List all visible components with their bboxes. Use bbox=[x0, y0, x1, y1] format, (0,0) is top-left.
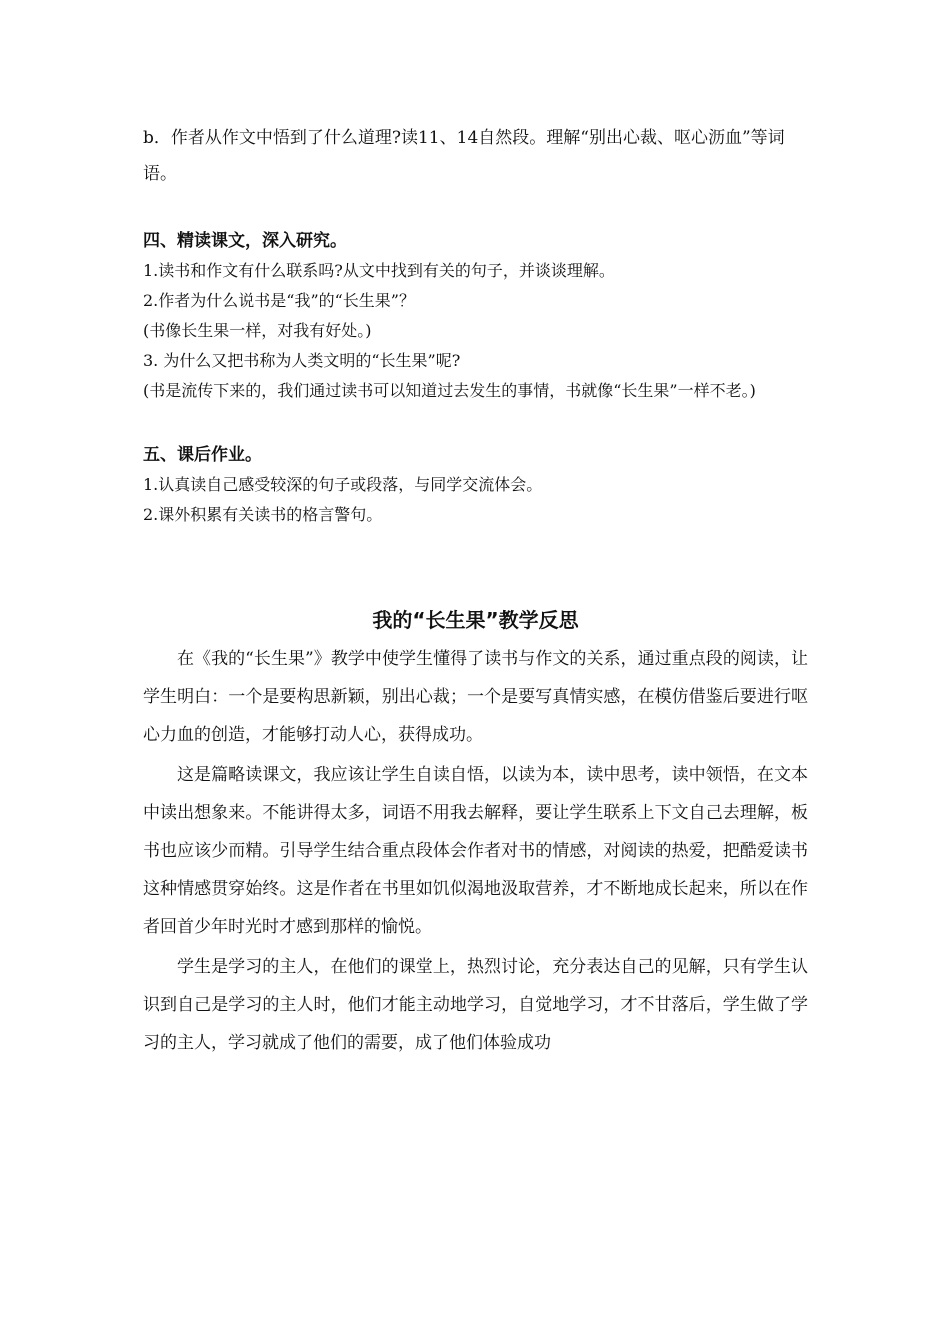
reflection-paragraph-3: 学生是学习的主人，在他们的课堂上，热烈讨论，充分表达自己的见解，只有学生认识到自己是学习的主人时，他们才能主动地学习，自觉地学习，才不甘落后，学生做了学习的主人，学习就成了他们的需要，成了他们体验成功 bbox=[143, 957, 808, 1053]
section-4-line-3: (书像长生果一样，对我有好处。) bbox=[143, 321, 372, 340]
section-5 bbox=[143, 440, 808, 530]
section-4-line-2: 2.作者为什么说书是“我”的“长生果”？ bbox=[143, 291, 415, 310]
section-4-line-4: 3. 为什么又把书称为人类文明的“长生果”呢? bbox=[143, 351, 461, 370]
reflection-paragraph-2: 这是篇略读课文，我应该让学生自读自悟，以读为本，读中思考，读中领悟，在文本中读出想象来。不能讲得太多，词语不用我去解释，要让学生联系上下文自己去理解，板书也应该少而精。引导学生结合重点段体会作者对书的情感，对阅读的热爱，把酷爱读书这种情感贯穿始终。这是作者在书里如饥似渴地汲取营养，才不断地成长起来，所以在作者回首少年时光时才感到那样的愉悦。 bbox=[143, 765, 808, 937]
section-5-heading: 五、课后作业。 bbox=[143, 445, 262, 465]
section-4-heading: 四、精读课文，深入研究。 bbox=[143, 231, 347, 251]
reflection-paragraph-1: 在《我的“长生果”》教学中使学生懂得了读书与作文的关系，通过重点段的阅读，让学生明白：一个是要构思新颖，别出心裁；一个是要写真情实感，在模仿借鉴后要进行呕心力血的创造，才能够打动人心，获得成功。 bbox=[143, 649, 808, 745]
section-5-line-1: 1.认真读自己感受较深的句子或段落，与同学交流体会。 bbox=[143, 475, 543, 494]
reflection-title: 我的“长生果”教学反思 bbox=[372, 608, 579, 632]
intro-b-line: b．作者从作文中悟到了什么道理?读11、14自然段。理解“别出心裁、呕心沥血”等词语。 bbox=[143, 128, 785, 184]
section-4-line-1: 1.读书和作文有什么联系吗?从文中找到有关的句子，并谈谈理解。 bbox=[143, 261, 615, 280]
reflection-section bbox=[143, 602, 808, 1062]
document-body bbox=[143, 120, 808, 1064]
section-5-line-2: 2.课外积累有关读书的格言警句。 bbox=[143, 505, 383, 524]
section-4 bbox=[143, 226, 808, 406]
section-4-line-5: (书是流传下来的，我们通过读书可以知道过去发生的事情，书就像“长生果”一样不老。) bbox=[143, 381, 756, 400]
